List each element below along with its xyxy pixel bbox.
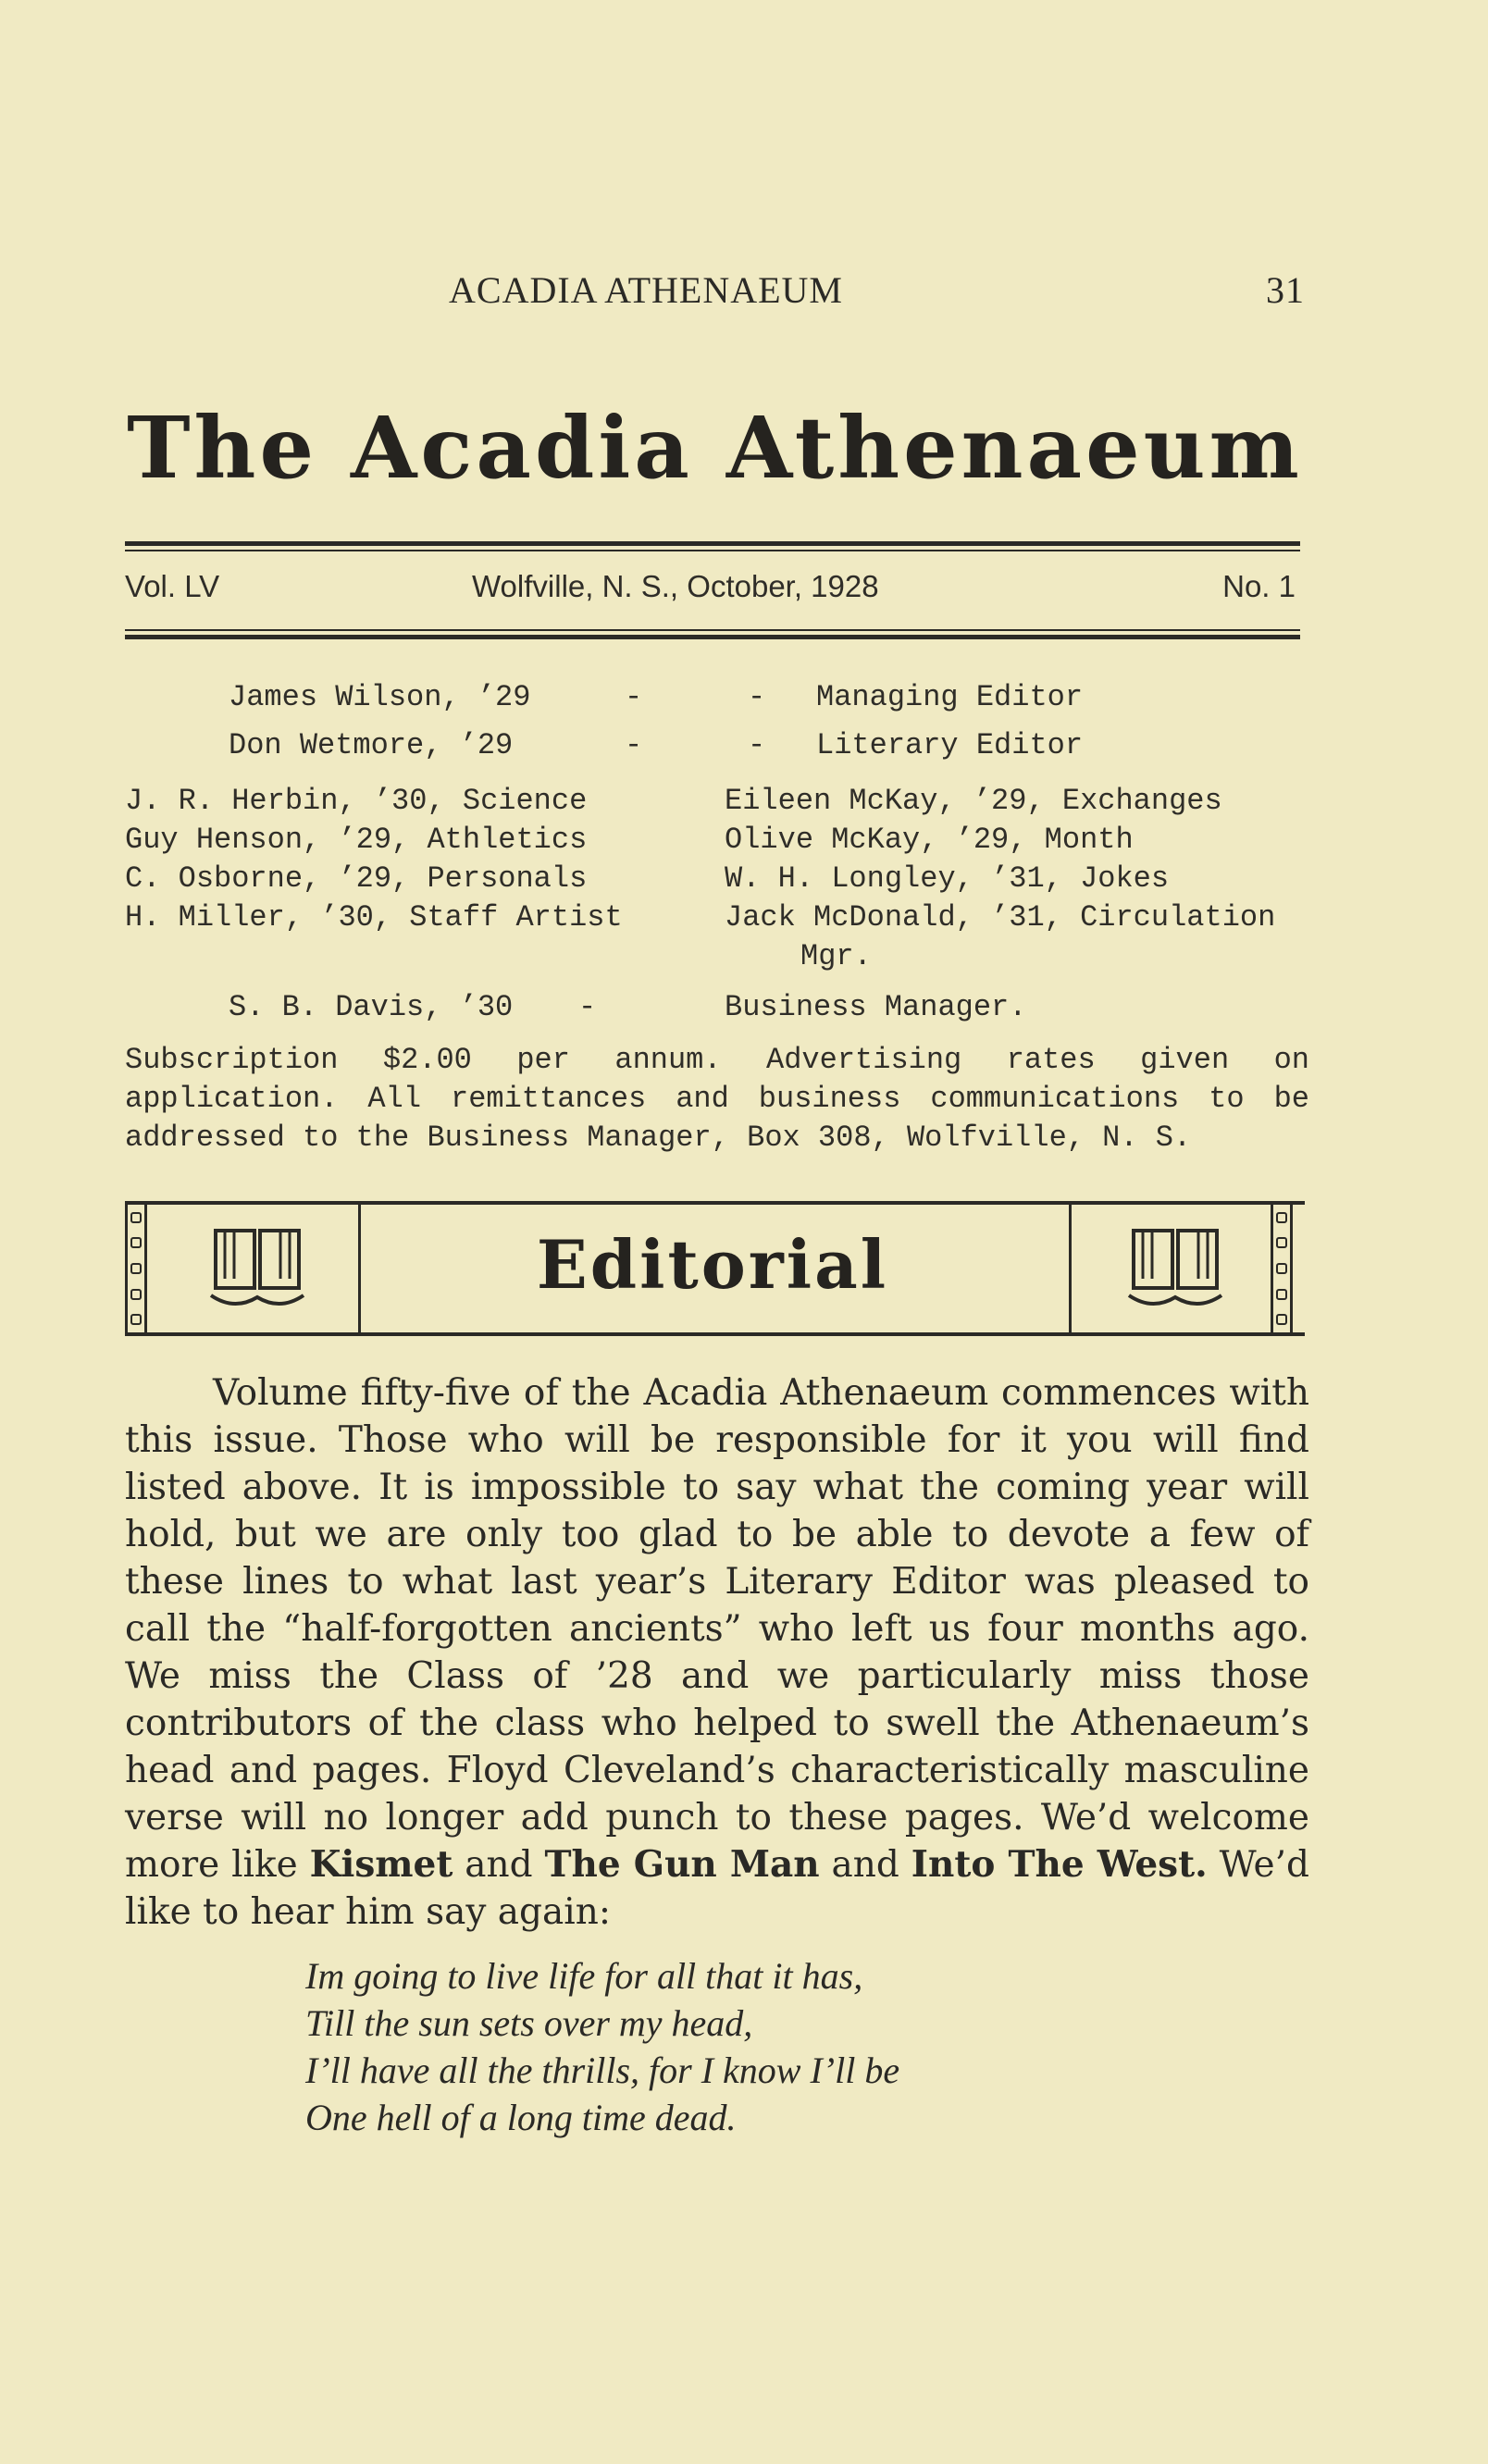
staff-dash: - xyxy=(625,728,643,762)
staff-member: Jack McDonald, ’31, Circulation xyxy=(725,900,1276,935)
editorial-banner xyxy=(125,1201,1305,1336)
staff-role: Business Manager. xyxy=(725,990,1027,1024)
editorial-body xyxy=(125,1369,1309,1936)
staff-name: James Wilson, ’29 xyxy=(229,680,531,714)
verse-line: Till the sun sets over my head, xyxy=(305,2002,753,2044)
verse-line: Im going to live life for all that it has, xyxy=(305,1955,863,1997)
ornament-strip-right xyxy=(1271,1205,1293,1332)
staff-member: Olive McKay, ’29, Month xyxy=(725,823,1134,857)
masthead-title: The Acadia Athenaeum xyxy=(127,398,1303,498)
book-ornament-left-icon xyxy=(206,1223,308,1316)
staff-role: Literary Editor xyxy=(816,728,1084,762)
editorial-paragraph: Volume fifty-five of the Acadia Athenaeum commences with this issue. Those who will be responsible for it you will find listed above. It is impossible to say what the coming year will hold, but we are only too glad to be able to devote a few of these lines to what last year’s Literary Editor was pleased to call the “half-forgotten ancients” who left us four months ago. We miss the Class of ’28 and we particularly miss those contributors of the class who helped to swell the Athenaeum’s head and pages. Floyd Cleveland’s characteristically masculine verse will no longer add punch to these pages. We’d welcome more like Kismet and The Gun Man and Into The West. We’d like to hear him say again: xyxy=(125,1372,1309,1933)
staff-dash: - xyxy=(625,680,643,714)
staff-member: Guy Henson, ’29, Athletics xyxy=(125,823,588,857)
work-title: The Gun Man xyxy=(544,1843,820,1886)
issue-number: No. 1 xyxy=(1222,569,1296,603)
banner-divider-right xyxy=(1069,1205,1072,1332)
staff-dash: - xyxy=(748,680,766,714)
editorial-heading: Editorial xyxy=(536,1225,889,1304)
work-title: Into The West. xyxy=(911,1843,1208,1886)
staff-name: S. B. Davis, ’30 xyxy=(229,990,514,1024)
staff-list xyxy=(125,680,1305,1032)
ornament-strip-left xyxy=(125,1205,147,1332)
running-head-title: ACADIA ATHENAEUM xyxy=(449,269,843,311)
staff-role: Managing Editor xyxy=(816,680,1084,714)
rule-bottom-thin xyxy=(125,629,1300,631)
staff-dash: - xyxy=(578,990,597,1024)
staff-name: Don Wetmore, ’29 xyxy=(229,728,514,762)
rule-bottom-thick xyxy=(125,635,1300,639)
volume: Vol. LV xyxy=(125,569,220,603)
verse-line: I’ll have all the thrills, for I know I’ll be xyxy=(305,2049,900,2091)
staff-member: Mgr. xyxy=(800,939,872,973)
subscription-notice: Subscription $2.00 per annum. Advertising rates given on application. All remittances and business communications to be addressed to the Business Manager, Box 308, Wolfville, N. S. xyxy=(125,1043,1309,1155)
page-number: 31 xyxy=(1266,269,1305,311)
place-date: Wolfville, N. S., October, 1928 xyxy=(472,569,879,603)
rule-top-thin xyxy=(125,550,1300,551)
verse-quote xyxy=(305,1952,899,2141)
staff-member: Eileen McKay, ’29, Exchanges xyxy=(725,784,1222,818)
staff-member: J. R. Herbin, ’30, Science xyxy=(125,784,588,818)
verse-line: One hell of a long time dead. xyxy=(305,2097,737,2138)
staff-member: H. Miller, ’30, Staff Artist xyxy=(125,900,623,935)
rule-top-thick xyxy=(125,541,1300,546)
staff-member: C. Osborne, ’29, Personals xyxy=(125,861,588,896)
work-title: Kismet xyxy=(309,1843,453,1886)
staff-dash: - xyxy=(748,728,766,762)
book-ornament-right-icon xyxy=(1124,1223,1226,1316)
staff-member: W. H. Longley, ’31, Jokes xyxy=(725,861,1170,896)
